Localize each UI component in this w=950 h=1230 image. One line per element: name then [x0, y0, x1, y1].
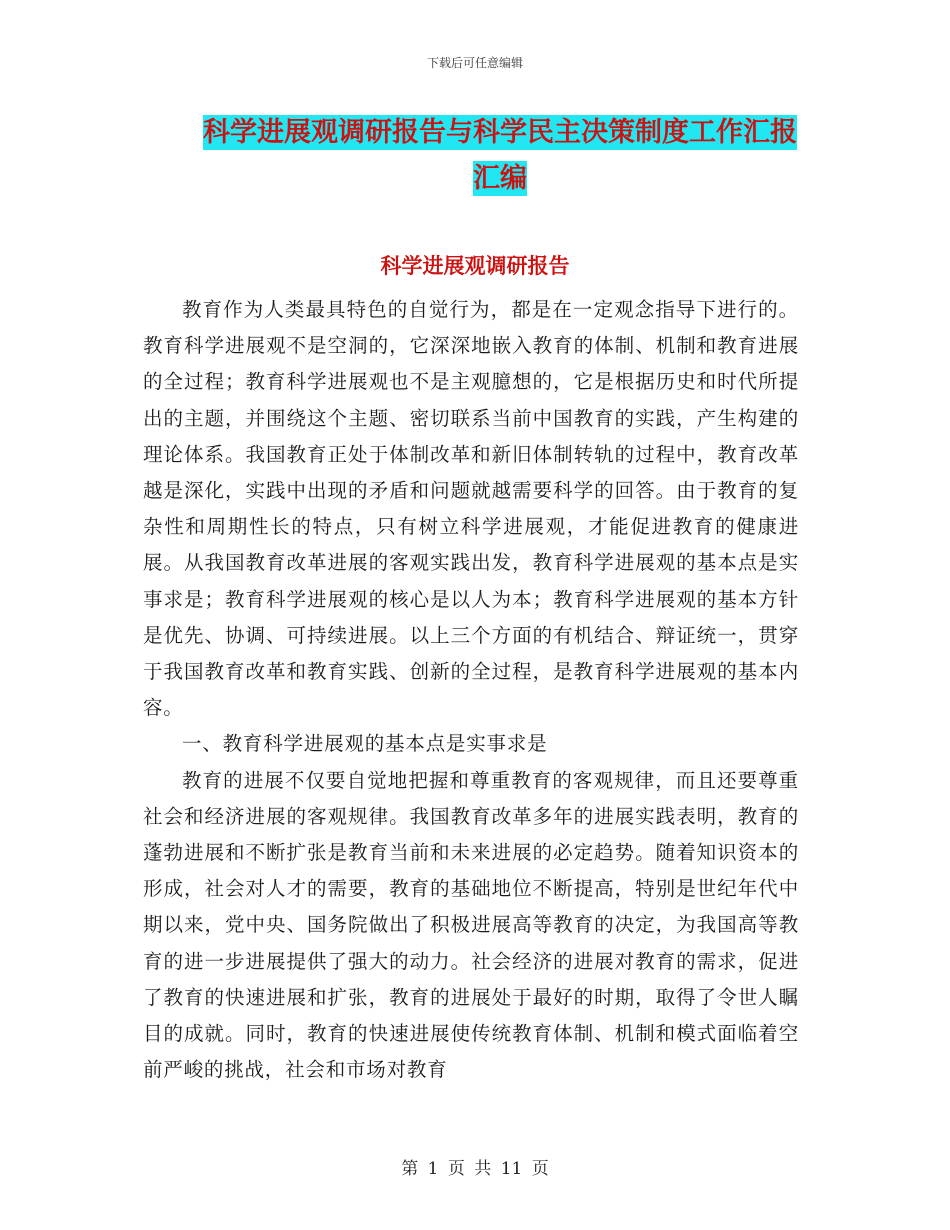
paragraph: 教育的进展不仅要自觉地把握和尊重教育的客观规律，而且还要尊重社会和经济进展的客观规律。我国教育改革多年的进展实践表明，教育的蓬勃进展和不断扩张是教育当前和未来进展的必定趋势。随着知识资本的形成，社会对人才的需要，教育的基础地位不断提高，特别是世纪年代中期以来，党中央、国务院做出了积极进展高等教育的决定，为我国高等教育的进一步进展提供了强大的动力。社会经济的进展对教育的需求，促进了教育的快速进展和扩张，教育的进展处于最好的时期，取得了令世人瞩目的成就。同时，教育的快速进展使传统教育体制、机制和模式面临着空前严峻的挑战，社会和市场对教育 — [143, 768, 799, 1082]
document-body — [143, 292, 799, 1088]
document-title-text: 科学进展观调研报告与科学民主决策制度工作汇报汇编 — [203, 117, 797, 194]
paragraph-heading: 一、教育科学进展观的基本点是实事求是 — [182, 732, 548, 756]
page-header-note: 下载后可任意编辑 — [426, 56, 523, 70]
document-title — [190, 110, 810, 202]
page-number-footer: 第 1 页 共 11 页 — [401, 1159, 549, 1179]
paragraph: 教育作为人类最具特色的自觉行为，都是在一定观念指导下进行的。教育科学进展观不是空洞的，它深深地嵌入教育的体制、机制和教育进展的全过程；教育科学进展观也不是主观臆想的，它是根据历史和时代所提出的主题，并围绕这个主题、密切联系当前中国教育的实践，产生构建的理论体系。我国教育正处于体制改革和新旧体制转轨的过程中，教育改革越是深化，实践中出现的矛盾和问题就越需要科学的回答。由于教育的复杂性和周期性长的特点，只有树立科学进展观，才能促进教育的健康进展。从我国教育改革进展的客观实践出发，教育科学进展观的基本点是实事求是；教育科学进展观的核心是以人为本；教育科学进展观的基本方针是优先、协调、可持续进展。以上三个方面的有机结合、辩证统一，贯穿于我国教育改革和教育实践、创新的全过程，是教育科学进展观的基本内容。 — [143, 298, 799, 720]
section-title: 科学进展观调研报告 — [380, 254, 570, 278]
